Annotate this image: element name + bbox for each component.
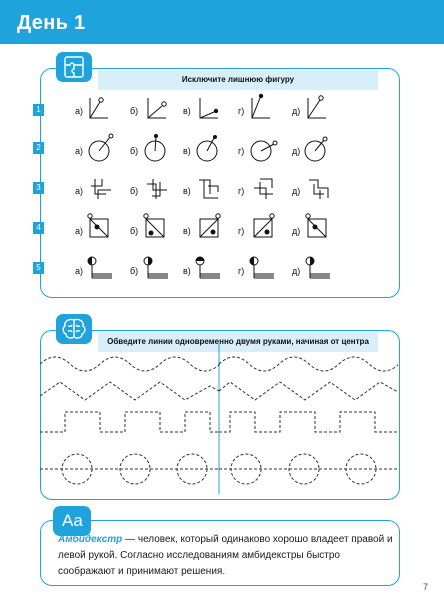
- option-label: в): [183, 186, 191, 196]
- option-label: г): [238, 186, 245, 196]
- option-label: в): [183, 146, 191, 156]
- option-label: б): [130, 266, 139, 276]
- wave-line-left: [40, 357, 220, 371]
- figure-3e: [306, 176, 332, 202]
- figure-1c: [196, 92, 222, 122]
- brain-icon: [56, 314, 92, 344]
- figure-3a: [88, 176, 114, 202]
- option-label: б): [130, 226, 139, 236]
- option-label: г): [238, 226, 245, 236]
- figure-4d: [250, 212, 276, 242]
- glossary-definition: [58, 532, 398, 580]
- figure-3b: [144, 176, 170, 202]
- figure-3d: [250, 176, 276, 202]
- figure-3c: [196, 176, 222, 202]
- row-number-1: 1: [33, 104, 44, 116]
- figure-5b: [142, 254, 170, 284]
- figure-4e: [304, 212, 330, 242]
- option-label: б): [130, 146, 139, 156]
- option-label: а): [75, 226, 84, 236]
- option-label: в): [183, 226, 191, 236]
- figure-2e: [302, 132, 332, 164]
- page-title: День 1: [17, 12, 86, 34]
- brain-tile: [56, 314, 92, 344]
- figure-1b: [144, 92, 170, 122]
- puzzle-icon: [56, 52, 92, 82]
- option-label: г): [238, 146, 245, 156]
- option-label: а): [75, 106, 84, 116]
- option-label: д): [292, 186, 301, 196]
- figure-5a: [86, 254, 114, 284]
- option-label: а): [75, 146, 84, 156]
- square-wave-right: [219, 412, 398, 432]
- option-label: г): [238, 106, 245, 116]
- option-label: а): [75, 186, 84, 196]
- zigzag-line-left: [40, 382, 219, 400]
- figure-4b: [142, 212, 168, 242]
- figure-5e: [304, 254, 332, 284]
- square-wave-left: [40, 412, 219, 432]
- figure-4c: [196, 212, 222, 242]
- option-label: б): [130, 186, 139, 196]
- glossary-text: — человек, который одинаково хорошо владеет правой и левой рукой. Согласно исследованиям амбидекстры быстро соображают и принимают решения.: [58, 534, 393, 577]
- option-label: в): [183, 106, 191, 116]
- figure-5c: [194, 254, 222, 284]
- figure-2c: [194, 132, 224, 164]
- puzzle-tile: [56, 52, 92, 82]
- option-label: в): [183, 266, 191, 276]
- page-number: 7: [422, 582, 428, 592]
- option-label: д): [292, 266, 301, 276]
- option-label: г): [238, 266, 245, 276]
- figure-1e: [304, 92, 330, 122]
- exercise-1-title: Исключите лишнюю фигуру: [98, 70, 378, 90]
- exercise-2-title: Обведите линии одновременно двумя руками, начиная от центра: [98, 332, 378, 352]
- wave-line-right: [219, 357, 398, 371]
- page-header: [0, 0, 444, 44]
- row-number-4: 4: [33, 222, 44, 234]
- option-label: а): [75, 266, 84, 276]
- figure-1a: [86, 92, 112, 122]
- figure-2b: [142, 132, 172, 164]
- tracing-lines: [40, 344, 398, 494]
- figure-2d: [248, 132, 278, 164]
- row-number-2: 2: [33, 142, 44, 154]
- option-label: д): [292, 106, 301, 116]
- figure-4a: [86, 212, 112, 242]
- option-label: д): [292, 226, 301, 236]
- row-number-3: 3: [33, 182, 44, 194]
- figure-5d: [248, 254, 276, 284]
- glossary-term: Амбидекстр: [58, 534, 123, 545]
- option-label: б): [130, 106, 139, 116]
- zigzag-line-right: [219, 382, 398, 400]
- option-label: д): [292, 146, 301, 156]
- row-number-5: 5: [33, 262, 44, 274]
- figure-1d: [248, 92, 274, 122]
- glossary-badge-text: Aa: [62, 511, 83, 530]
- figure-2a: [86, 132, 116, 164]
